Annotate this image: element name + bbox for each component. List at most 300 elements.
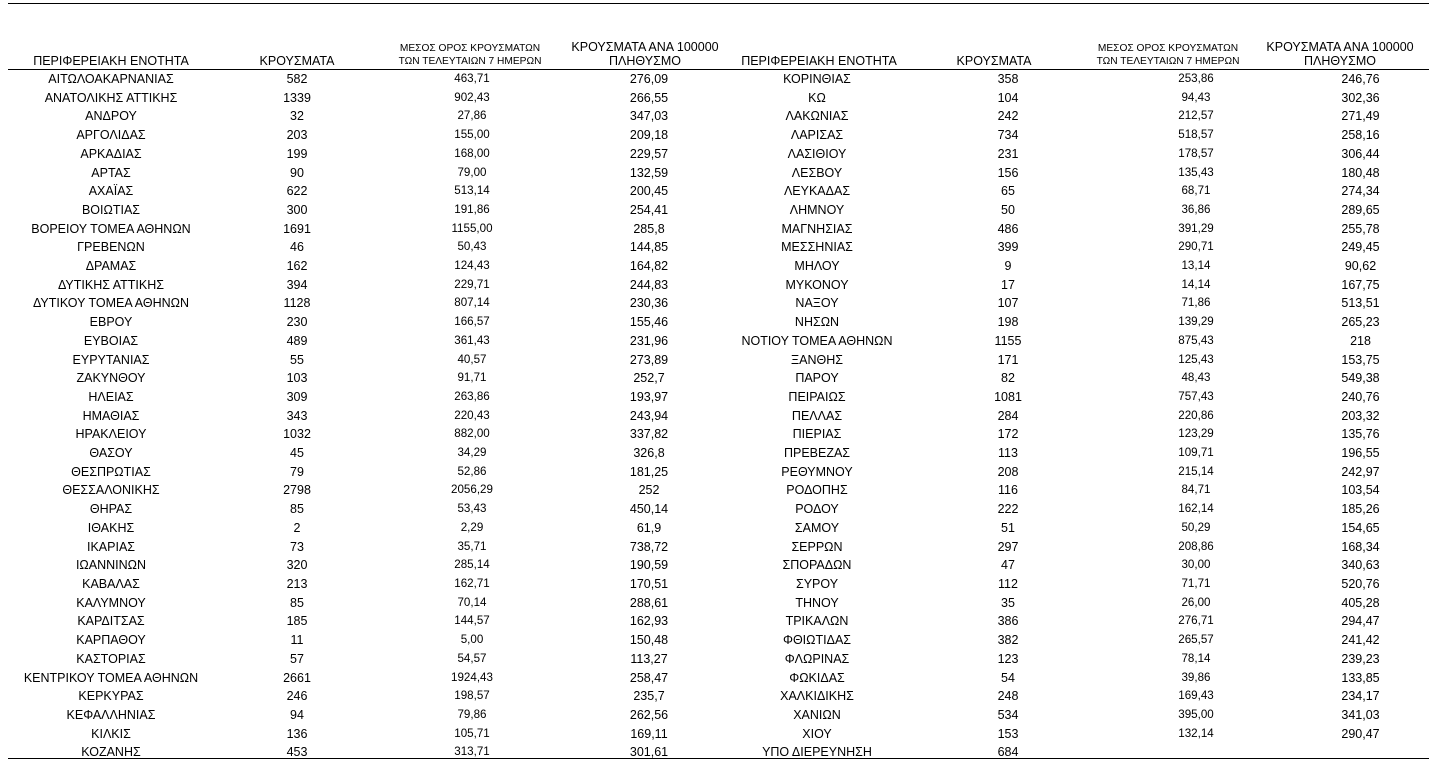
left-cases-cell: 1032 bbox=[283, 427, 311, 442]
right-avg7-cell: 518,57 bbox=[1178, 128, 1214, 142]
table-row bbox=[0, 126, 1437, 145]
left-region-cell: ΚΕΝΤΡΙΚΟΥ ΤΟΜΕΑ ΑΘΗΝΩΝ bbox=[23, 670, 199, 685]
left-cases-cell: 1691 bbox=[283, 221, 311, 236]
left-avg7-cell: 70,14 bbox=[457, 595, 487, 609]
right-cases-cell: 231 bbox=[997, 146, 1019, 161]
right-region-cell: ΚΩ bbox=[808, 90, 826, 105]
right-avg7-cell: 14,14 bbox=[1181, 277, 1211, 291]
right-region-cell: ΡΟΔΟΥ bbox=[795, 502, 839, 517]
table-row bbox=[0, 257, 1437, 276]
right-region-cell: ΛΗΜΝΟΥ bbox=[789, 202, 845, 217]
left-avg7-cell: 2056,29 bbox=[451, 483, 493, 497]
right-avg7-cell: 123,29 bbox=[1178, 427, 1214, 441]
right-cases-cell: 47 bbox=[1001, 558, 1015, 573]
left-per100k-cell: 738,72 bbox=[629, 539, 669, 554]
right-region-cell: ΦΛΩΡΙΝΑΣ bbox=[784, 651, 850, 666]
left-avg7-cell: 155,00 bbox=[454, 128, 490, 142]
left-cases-cell: 453 bbox=[286, 745, 308, 760]
left-region-cell: ΔΥΤΙΚΗΣ ΑΤΤΙΚΗΣ bbox=[58, 277, 164, 292]
left-cases-cell: 162 bbox=[286, 259, 308, 274]
header-per100k: ΚΡΟΥΣΜΑΤΑ ΑΝΑ 100000 ΠΛΗΘΥΣΜΟ bbox=[571, 40, 719, 68]
left-per100k-cell: 132,59 bbox=[629, 165, 669, 180]
left-avg7-cell: 285,14 bbox=[454, 558, 490, 572]
right-region-cell: ΜΥΚΟΝΟΥ bbox=[785, 277, 849, 292]
right-per100k-cell: 203,32 bbox=[1341, 408, 1380, 423]
right-per100k-cell: 90,62 bbox=[1344, 259, 1377, 274]
right-region-cell: ΠΑΡΟΥ bbox=[795, 371, 839, 386]
left-cases-cell: 622 bbox=[286, 184, 308, 199]
left-per100k-cell: 258,47 bbox=[629, 670, 669, 685]
right-avg7-cell: 68,71 bbox=[1181, 184, 1211, 198]
left-cases-cell: 45 bbox=[290, 446, 304, 461]
header-cases-2: ΚΡΟΥΣΜΑΤΑ bbox=[956, 54, 1032, 68]
table-row bbox=[0, 238, 1437, 257]
left-per100k-cell: 288,61 bbox=[629, 595, 669, 610]
right-per100k-cell: 167,75 bbox=[1341, 277, 1380, 292]
left-cases-cell: 320 bbox=[286, 558, 308, 573]
right-avg7-cell: 36,86 bbox=[1181, 202, 1211, 216]
table-row bbox=[0, 201, 1437, 220]
table-row bbox=[0, 276, 1437, 295]
right-region-cell: ΦΘΙΩΤΙΔΑΣ bbox=[782, 633, 852, 648]
right-per100k-cell: 513,51 bbox=[1341, 296, 1380, 311]
right-avg7-cell: 395,00 bbox=[1178, 707, 1214, 721]
right-cases-cell: 112 bbox=[998, 576, 1018, 591]
table-row bbox=[0, 444, 1437, 463]
right-cases-cell: 9 bbox=[1004, 259, 1012, 274]
table-row bbox=[0, 369, 1437, 388]
left-cases-cell: 90 bbox=[290, 165, 304, 180]
left-per100k-cell: 150,48 bbox=[629, 633, 669, 648]
right-region-cell: ΛΕΥΚΑΔΑΣ bbox=[783, 184, 851, 199]
right-region-cell: ΧΑΝΙΩΝ bbox=[793, 707, 841, 722]
left-region-cell: ΗΡΑΚΛΕΙΟΥ bbox=[75, 427, 147, 442]
right-region-cell: ΤΡΙΚΑΛΩΝ bbox=[785, 614, 849, 629]
table-row bbox=[0, 743, 1437, 762]
right-cases-cell: 248 bbox=[997, 689, 1019, 704]
right-per100k-cell: 405,28 bbox=[1341, 595, 1380, 610]
left-per100k-cell: 347,03 bbox=[629, 109, 669, 124]
right-avg7-cell: 135,43 bbox=[1178, 165, 1214, 179]
left-cases-cell: 394 bbox=[286, 277, 308, 292]
right-region-cell: ΜΑΓΝΗΣΙΑΣ bbox=[781, 221, 853, 236]
right-per100k-cell: 258,16 bbox=[1341, 128, 1380, 143]
right-per100k-cell: 239,23 bbox=[1341, 651, 1380, 666]
right-region-cell: ΝΑΞΟΥ bbox=[795, 296, 839, 311]
left-region-cell: ΑΙΤΩΛΟΑΚΑΡΝΑΝΙΑΣ bbox=[48, 72, 174, 86]
right-avg7-cell: 109,71 bbox=[1178, 446, 1214, 460]
left-region-cell: ΘΑΣΟΥ bbox=[89, 446, 133, 461]
right-per100k-cell: 218 bbox=[1350, 333, 1371, 348]
right-region-cell: ΣΑΜΟΥ bbox=[794, 520, 840, 535]
right-avg7-cell: 162,14 bbox=[1178, 502, 1214, 516]
left-region-cell: ΑΝΔΡΟΥ bbox=[85, 109, 137, 124]
left-per100k-cell: 273,89 bbox=[629, 352, 669, 367]
right-region-cell: ΠΕΙΡΑΙΩΣ bbox=[788, 389, 846, 404]
left-avg7-cell: 807,14 bbox=[454, 296, 490, 310]
left-avg7-cell: 40,57 bbox=[457, 352, 487, 366]
right-cases-cell: 358 bbox=[997, 72, 1019, 86]
table-row bbox=[0, 556, 1437, 575]
right-cases-cell: 297 bbox=[997, 539, 1019, 554]
right-avg7-cell: 265,57 bbox=[1178, 633, 1214, 647]
left-cases-cell: 230 bbox=[286, 315, 308, 330]
table-row bbox=[0, 313, 1437, 332]
header-per100k-2: ΚΡΟΥΣΜΑΤΑ ΑΝΑ 100000 ΠΛΗΘΥΣΜΟ bbox=[1266, 40, 1414, 68]
left-cases-cell: 203 bbox=[286, 128, 308, 143]
left-avg7-cell: 168,00 bbox=[454, 146, 490, 160]
right-per100k-cell: 168,34 bbox=[1341, 539, 1380, 554]
table-row bbox=[0, 519, 1437, 538]
right-per100k-cell: 196,55 bbox=[1341, 446, 1380, 461]
left-avg7-cell: 34,29 bbox=[457, 446, 487, 460]
left-per100k-cell: 285,8 bbox=[633, 221, 665, 236]
left-region-cell: ΚΕΦΑΛΛΗΝΙΑΣ bbox=[66, 707, 156, 722]
right-per100k-cell: 255,78 bbox=[1341, 221, 1380, 236]
right-avg7-cell: 94,43 bbox=[1181, 90, 1211, 104]
left-per100k-cell: 262,56 bbox=[629, 707, 669, 722]
table-row bbox=[0, 631, 1437, 650]
right-cases-cell: 486 bbox=[997, 221, 1019, 236]
table-row bbox=[0, 70, 1437, 89]
left-per100k-cell: 193,97 bbox=[629, 389, 669, 404]
left-avg7-cell: 35,71 bbox=[457, 539, 487, 553]
right-avg7-cell: 30,00 bbox=[1181, 558, 1211, 572]
right-cases-cell: 222 bbox=[997, 502, 1019, 517]
table-row bbox=[0, 164, 1437, 183]
left-region-cell: ΒΟΡΕΙΟΥ ΤΟΜΕΑ ΑΘΗΝΩΝ bbox=[31, 221, 191, 236]
right-region-cell: ΜΕΣΣΗΝΙΑΣ bbox=[781, 240, 853, 255]
left-per100k-cell: 190,59 bbox=[629, 558, 669, 573]
left-avg7-cell: 27,86 bbox=[457, 109, 487, 123]
table-row bbox=[0, 575, 1437, 594]
table-row bbox=[0, 650, 1437, 669]
left-region-cell: ΙΚΑΡΙΑΣ bbox=[86, 539, 136, 554]
right-cases-cell: 65 bbox=[1001, 184, 1015, 199]
left-region-cell: ΚΙΛΚΙΣ bbox=[91, 726, 131, 741]
left-avg7-cell: 220,43 bbox=[454, 408, 490, 422]
left-avg7-cell: 191,86 bbox=[454, 202, 490, 216]
left-per100k-cell: 164,82 bbox=[629, 259, 669, 274]
left-region-cell: ΓΡΕΒΕΝΩΝ bbox=[77, 240, 145, 255]
left-avg7-cell: 52,86 bbox=[457, 464, 487, 478]
left-per100k-cell: 229,57 bbox=[629, 146, 669, 161]
right-cases-cell: 156 bbox=[997, 165, 1019, 180]
left-per100k-cell: 252,7 bbox=[633, 371, 665, 386]
left-cases-cell: 309 bbox=[286, 389, 308, 404]
right-avg7-cell: 290,71 bbox=[1178, 240, 1214, 254]
right-per100k-cell: 341,03 bbox=[1341, 707, 1380, 722]
right-avg7-cell: 875,43 bbox=[1178, 333, 1214, 347]
right-avg7-cell: 26,00 bbox=[1181, 595, 1211, 609]
left-avg7-cell: 144,57 bbox=[454, 614, 490, 628]
right-region-cell: ΛΑΚΩΝΙΑΣ bbox=[785, 109, 849, 124]
right-cases-cell: 17 bbox=[1001, 277, 1015, 292]
left-region-cell: ΑΧΑΪΑΣ bbox=[88, 184, 134, 199]
header-avg7: ΜΕΣΟΣ ΟΡΟΣ ΚΡΟΥΣΜΑΤΩΝ ΤΩΝ ΤΕΛΕΥΤΑΙΩΝ 7 ΗΜΕΡΩΝ bbox=[398, 43, 542, 67]
right-region-cell: ΛΑΣΙΘΙΟΥ bbox=[787, 146, 847, 161]
left-avg7-cell: 902,43 bbox=[454, 90, 490, 104]
right-region-cell: ΠΙΕΡΙΑΣ bbox=[792, 427, 842, 442]
table-row bbox=[0, 89, 1437, 108]
left-cases-cell: 2 bbox=[293, 520, 301, 535]
left-per100k-cell: 61,9 bbox=[636, 520, 662, 535]
table-row bbox=[0, 425, 1437, 444]
right-avg7-cell: 169,43 bbox=[1178, 689, 1214, 703]
left-avg7-cell: 229,71 bbox=[454, 277, 490, 291]
right-cases-cell: 35 bbox=[1001, 595, 1015, 610]
right-per100k-cell: 271,49 bbox=[1341, 109, 1380, 124]
right-per100k-cell: 289,65 bbox=[1341, 202, 1380, 217]
right-avg7-cell: 212,57 bbox=[1178, 109, 1214, 123]
right-region-cell: ΛΕΣΒΟΥ bbox=[791, 165, 843, 180]
left-per100k-cell: 326,8 bbox=[633, 446, 665, 461]
left-cases-cell: 79 bbox=[290, 464, 304, 479]
left-region-cell: ΔΡΑΜΑΣ bbox=[85, 259, 137, 274]
right-avg7-cell: 48,43 bbox=[1181, 371, 1211, 385]
right-per100k-cell: 246,76 bbox=[1341, 72, 1380, 86]
right-cases-cell: 534 bbox=[997, 707, 1019, 722]
right-region-cell: ΦΩΚΙΔΑΣ bbox=[789, 670, 845, 685]
right-per100k-cell: 103,54 bbox=[1341, 483, 1380, 498]
right-per100k-cell bbox=[1284, 743, 1437, 762]
left-cases-cell: 57 bbox=[290, 651, 304, 666]
left-cases-cell: 1339 bbox=[283, 90, 311, 105]
table-row bbox=[0, 145, 1437, 164]
right-per100k-cell: 306,44 bbox=[1341, 146, 1380, 161]
left-avg7-cell: 53,43 bbox=[457, 502, 487, 516]
right-per100k-cell: 290,47 bbox=[1341, 726, 1380, 741]
right-cases-cell: 399 bbox=[997, 240, 1019, 255]
right-per100k-cell: 153,75 bbox=[1341, 352, 1380, 367]
right-cases-cell: 107 bbox=[997, 296, 1019, 311]
table-row bbox=[0, 481, 1437, 500]
right-avg7-cell: 276,71 bbox=[1178, 614, 1214, 628]
right-avg7-cell: 71,71 bbox=[1181, 576, 1211, 590]
left-cases-cell: 185 bbox=[286, 614, 308, 629]
right-region-cell: ΜΗΛΟΥ bbox=[794, 259, 840, 274]
table-row bbox=[0, 388, 1437, 407]
right-avg7-cell: 757,43 bbox=[1178, 389, 1214, 403]
right-per100k-cell: 180,48 bbox=[1341, 165, 1380, 180]
left-region-cell: ΚΑΒΑΛΑΣ bbox=[82, 576, 140, 591]
right-avg7-cell: 253,86 bbox=[1178, 72, 1214, 85]
left-region-cell: ΕΥΒΟΙΑΣ bbox=[83, 333, 139, 348]
right-region-cell: ΡΟΔΟΠΗΣ bbox=[786, 483, 848, 498]
right-cases-cell: 684 bbox=[997, 745, 1019, 760]
left-region-cell: ΚΑΡΔΙΤΣΑΣ bbox=[77, 614, 145, 629]
right-per100k-cell: 340,63 bbox=[1341, 558, 1380, 573]
right-per100k-cell: 240,76 bbox=[1341, 389, 1380, 404]
left-per100k-cell: 113,27 bbox=[630, 651, 668, 666]
right-avg7-cell: 178,57 bbox=[1178, 146, 1214, 160]
left-region-cell: ΗΜΑΘΙΑΣ bbox=[82, 408, 140, 423]
right-avg7-cell: 84,71 bbox=[1181, 483, 1211, 497]
right-cases-cell: 54 bbox=[1001, 670, 1015, 685]
right-avg7-cell bbox=[1108, 743, 1284, 762]
left-per100k-cell: 162,93 bbox=[629, 614, 669, 629]
covid-cases-table bbox=[0, 70, 1437, 762]
right-region-cell: ΧΙΟΥ bbox=[802, 726, 832, 741]
right-avg7-cell: 132,14 bbox=[1178, 726, 1214, 740]
right-per100k-cell: 135,76 bbox=[1341, 427, 1380, 442]
left-region-cell: ΚΕΡΚΥΡΑΣ bbox=[78, 689, 144, 704]
left-region-cell: ΕΒΡΟΥ bbox=[89, 315, 133, 330]
right-cases-cell: 82 bbox=[1001, 371, 1015, 386]
table-row bbox=[0, 332, 1437, 351]
right-per100k-cell: 241,42 bbox=[1341, 633, 1380, 648]
table-row bbox=[0, 463, 1437, 482]
left-avg7-cell: 5,00 bbox=[460, 633, 484, 647]
right-cases-cell: 123 bbox=[997, 651, 1019, 666]
table-row bbox=[0, 612, 1437, 631]
left-per100k-cell: 243,94 bbox=[629, 408, 669, 423]
left-avg7-cell: 463,71 bbox=[454, 72, 490, 85]
right-cases-cell: 734 bbox=[997, 128, 1019, 143]
right-per100k-cell: 154,65 bbox=[1341, 520, 1380, 535]
table-row bbox=[0, 351, 1437, 370]
left-cases-cell: 300 bbox=[286, 202, 308, 217]
right-cases-cell: 113 bbox=[998, 446, 1018, 461]
right-region-cell: ΣΕΡΡΩΝ bbox=[791, 539, 843, 554]
right-per100k-cell: 549,38 bbox=[1341, 371, 1380, 386]
right-per100k-cell: 249,45 bbox=[1341, 240, 1380, 255]
header-cases: ΚΡΟΥΣΜΑΤΑ bbox=[259, 54, 335, 68]
right-region-cell: ΞΑΝΘΗΣ bbox=[791, 352, 843, 367]
left-region-cell: ΔΥΤΙΚΟΥ ΤΟΜΕΑ ΑΘΗΝΩΝ bbox=[32, 296, 190, 311]
left-avg7-cell: 79,86 bbox=[457, 707, 487, 721]
left-avg7-cell: 361,43 bbox=[454, 333, 490, 347]
right-cases-cell: 382 bbox=[997, 633, 1019, 648]
header-region: ΠΕΡΙΦΕΡΕΙΑΚΗ ΕΝΟΤΗΤΑ bbox=[33, 54, 189, 68]
right-region-cell: ΥΠΟ ΔΙΕΡΕΥΝΗΣΗ bbox=[762, 745, 872, 760]
left-region-cell: ΚΟΖΑΝΗΣ bbox=[81, 745, 141, 760]
right-region-cell: ΧΑΛΚΙΔΙΚΗΣ bbox=[780, 689, 854, 704]
left-region-cell: ΒΟΙΩΤΙΑΣ bbox=[81, 202, 141, 217]
left-per100k-cell: 231,96 bbox=[629, 333, 669, 348]
left-region-cell: ΖΑΚΥΝΘΟΥ bbox=[76, 371, 146, 386]
right-per100k-cell: 133,85 bbox=[1341, 670, 1380, 685]
table-body bbox=[0, 70, 1437, 762]
table-row bbox=[0, 538, 1437, 557]
left-cases-cell: 2661 bbox=[283, 670, 311, 685]
right-region-cell: ΝΗΣΩΝ bbox=[794, 315, 840, 330]
left-region-cell: ΑΝΑΤΟΛΙΚΗΣ ΑΤΤΙΚΗΣ bbox=[44, 90, 178, 105]
left-per100k-cell: 301,61 bbox=[629, 745, 669, 760]
table-row bbox=[0, 182, 1437, 201]
left-cases-cell: 85 bbox=[290, 595, 304, 610]
right-region-cell: ΚΟΡΙΝΘΙΑΣ bbox=[783, 72, 851, 86]
left-per100k-cell: 450,14 bbox=[629, 502, 669, 517]
table-row bbox=[0, 107, 1437, 126]
right-region-cell: ΣΠΟΡΑΔΩΝ bbox=[782, 558, 852, 573]
right-per100k-cell: 242,97 bbox=[1341, 464, 1380, 479]
left-avg7-cell: 54,57 bbox=[457, 651, 487, 665]
left-per100k-cell: 266,55 bbox=[629, 90, 669, 105]
left-avg7-cell: 50,43 bbox=[457, 240, 487, 254]
right-avg7-cell: 39,86 bbox=[1181, 670, 1211, 684]
right-cases-cell: 116 bbox=[998, 483, 1018, 498]
left-avg7-cell: 313,71 bbox=[454, 745, 490, 759]
left-cases-cell: 94 bbox=[290, 707, 304, 722]
left-per100k-cell: 230,36 bbox=[629, 296, 669, 311]
right-avg7-cell: 125,43 bbox=[1178, 352, 1214, 366]
right-region-cell: ΛΑΡΙΣΑΣ bbox=[790, 128, 844, 143]
right-per100k-cell: 274,34 bbox=[1341, 184, 1380, 199]
right-avg7-cell: 139,29 bbox=[1178, 315, 1214, 329]
right-cases-cell: 386 bbox=[997, 614, 1019, 629]
bottom-border bbox=[8, 758, 1429, 759]
left-avg7-cell: 2,29 bbox=[460, 520, 484, 534]
right-region-cell: ΠΕΛΛΑΣ bbox=[791, 408, 843, 423]
left-region-cell: ΚΑΛΥΜΝΟΥ bbox=[76, 595, 146, 610]
left-per100k-cell: 276,09 bbox=[629, 72, 669, 86]
right-cases-cell: 1155 bbox=[994, 333, 1022, 348]
left-cases-cell: 136 bbox=[286, 726, 308, 741]
left-per100k-cell: 235,7 bbox=[633, 689, 665, 704]
left-region-cell: ΙΩΑΝΝΙΝΩΝ bbox=[75, 558, 147, 573]
left-avg7-cell: 166,57 bbox=[454, 315, 490, 329]
left-per100k-cell: 181,25 bbox=[629, 464, 669, 479]
left-region-cell: ΚΑΣΤΟΡΙΑΣ bbox=[76, 651, 146, 666]
table-row bbox=[0, 594, 1437, 613]
table-row bbox=[0, 725, 1437, 744]
left-per100k-cell: 337,82 bbox=[629, 427, 669, 442]
right-cases-cell: 1081 bbox=[994, 389, 1022, 404]
top-border bbox=[8, 3, 1429, 4]
right-cases-cell: 50 bbox=[1001, 202, 1015, 217]
right-cases-cell: 172 bbox=[997, 427, 1019, 442]
right-region-cell: ΡΕΘΥΜΝΟΥ bbox=[781, 464, 853, 479]
left-per100k-cell: 169,11 bbox=[630, 726, 668, 741]
left-avg7-cell: 1155,00 bbox=[451, 221, 493, 235]
left-region-cell: ΘΕΣΠΡΩΤΙΑΣ bbox=[71, 464, 151, 479]
table-row bbox=[0, 706, 1437, 725]
left-region-cell: ΗΛΕΙΑΣ bbox=[88, 389, 134, 404]
right-cases-cell: 171 bbox=[997, 352, 1019, 367]
right-avg7-cell: 78,14 bbox=[1181, 651, 1211, 665]
left-cases-cell: 32 bbox=[290, 109, 304, 124]
left-per100k-cell: 170,51 bbox=[629, 576, 669, 591]
left-region-cell: ΕΥΡΥΤΑΝΙΑΣ bbox=[72, 352, 150, 367]
right-region-cell: ΤΗΝΟΥ bbox=[795, 595, 839, 610]
left-avg7-cell: 1924,43 bbox=[451, 670, 493, 684]
right-cases-cell: 284 bbox=[997, 408, 1019, 423]
left-cases-cell: 343 bbox=[286, 408, 308, 423]
left-region-cell: ΙΘΑΚΗΣ bbox=[87, 520, 135, 535]
left-per100k-cell: 209,18 bbox=[629, 128, 669, 143]
left-cases-cell: 46 bbox=[290, 240, 304, 255]
left-avg7-cell: 91,71 bbox=[457, 371, 487, 385]
left-avg7-cell: 105,71 bbox=[454, 726, 490, 740]
right-region-cell: ΣΥΡΟΥ bbox=[795, 576, 839, 591]
left-avg7-cell: 124,43 bbox=[454, 259, 490, 273]
right-avg7-cell: 215,14 bbox=[1178, 464, 1214, 478]
right-per100k-cell: 265,23 bbox=[1341, 315, 1380, 330]
right-avg7-cell: 13,14 bbox=[1181, 259, 1211, 273]
right-per100k-cell: 185,26 bbox=[1341, 502, 1380, 517]
left-cases-cell: 213 bbox=[286, 576, 308, 591]
table-row bbox=[0, 407, 1437, 426]
right-cases-cell: 208 bbox=[997, 464, 1019, 479]
left-cases-cell: 85 bbox=[290, 502, 304, 517]
left-avg7-cell: 79,00 bbox=[457, 165, 487, 179]
left-cases-cell: 103 bbox=[286, 371, 308, 386]
right-avg7-cell: 220,86 bbox=[1178, 408, 1214, 422]
left-avg7-cell: 882,00 bbox=[454, 427, 490, 441]
left-per100k-cell: 200,45 bbox=[629, 184, 669, 199]
right-per100k-cell: 302,36 bbox=[1341, 90, 1380, 105]
